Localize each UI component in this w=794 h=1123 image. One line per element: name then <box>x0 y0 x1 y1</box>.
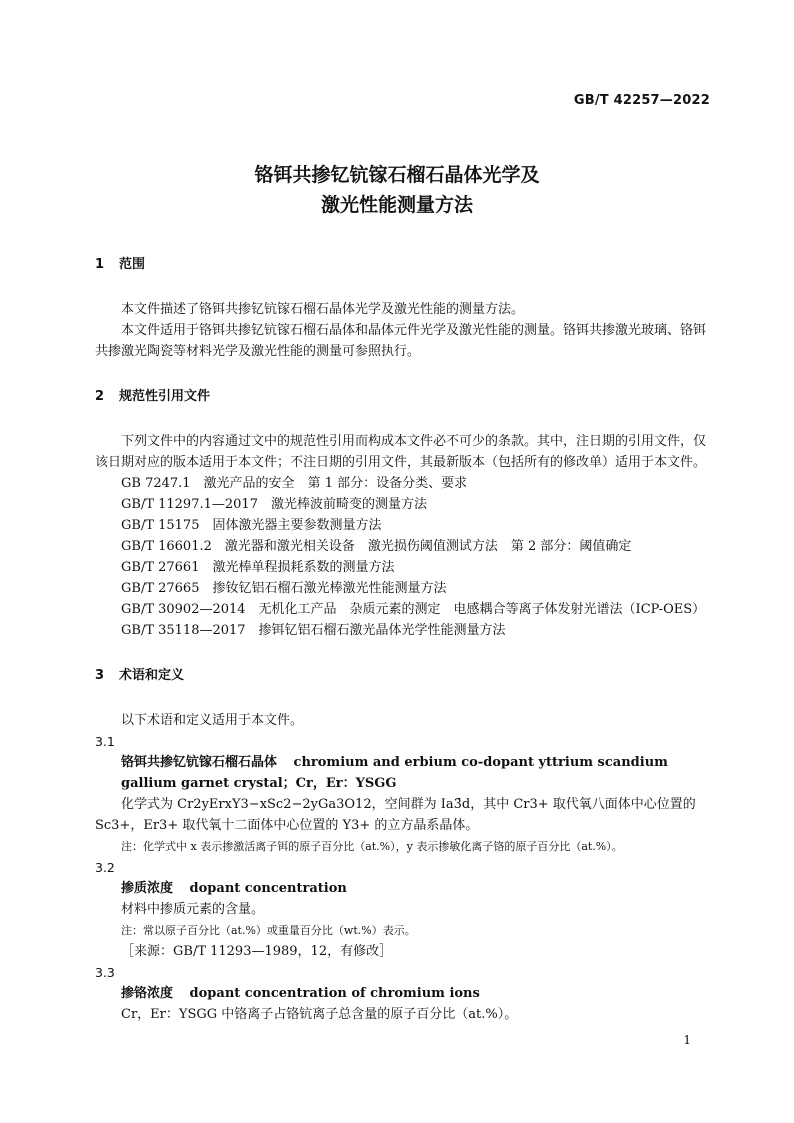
term-chinese: 掺质浓度 <box>121 881 174 896</box>
reference-item: GB 7247.1 激光产品的安全 第 1 部分：设备分类、要求 <box>121 476 468 491</box>
chemical-formula: Cr2yErxY3−xSc2−2yGa3O12 <box>177 797 372 812</box>
term-note: 注：常以原子百分比（at.%）或重量百分比（wt.%）表示。 <box>121 924 416 937</box>
term-english: dopant concentration of chromium ions <box>189 986 480 1001</box>
term-note: 注：化学式中 x 表示掺激活离子铒的原子百分比（at.%），y 表示掺敏化离子铬的原子百分比（at.%）。 <box>121 840 623 853</box>
term-definition-cont: Sc3+，Er3+ 取代氧十二面体中心位置的 Y3+ 的立方晶系晶体。 <box>95 818 479 833</box>
reference-item: GB/T 16601.2 激光器和激光相关设备 激光损伤阈值测试方法 第 2 部分：阈值确定 <box>121 539 632 554</box>
term-english: dopant concentration <box>189 881 347 896</box>
section-number: 2 <box>95 389 105 404</box>
reference-item: GB/T 30902—2014 无机化工产品 杂质元素的测定 电感耦合等离子体发射光谱法（ICP-OES） <box>121 602 706 617</box>
term-entry <box>95 878 710 899</box>
section-title: 规范性引用文件 <box>119 389 211 404</box>
reference-item: GB/T 15175 固体激光器主要参数测量方法 <box>121 518 382 533</box>
term-entry <box>95 752 710 794</box>
reference-item: GB/T 27661 激光棒单程损耗系数的测量方法 <box>121 560 395 575</box>
section-number: 1 <box>95 257 105 272</box>
paragraph: 下列文件中的内容通过文中的规范性引用而构成本文件必不可少的条款。其中，注日期的引用文件，仅该日期对应的版本适用于本文件；不注日期的引用文件，其最新版本（包括所有的修改单）适用于本文件。 <box>95 434 707 470</box>
title-line-1: 铬铒共掺钇钪镓石榴石晶体光学及 <box>254 164 540 186</box>
term-definition: 材料中掺质元素的含量。 <box>121 902 265 917</box>
term-number: 3.2 <box>95 860 115 875</box>
term-entry <box>95 983 710 1004</box>
section-3-heading <box>95 665 710 686</box>
term-source: ［来源：GB/T 11293—1989，12，有修改］ <box>121 944 393 959</box>
page-number: 1 <box>683 1033 691 1047</box>
document-body <box>95 254 710 1025</box>
reference-item: GB/T 11297.1—2017 激光棒波前畸变的测量方法 <box>121 497 427 512</box>
document-title <box>0 160 794 220</box>
term-number: 3.3 <box>95 965 115 980</box>
reference-item: GB/T 35118—2017 掺铒钇铝石榴石激光晶体光学性能测量方法 <box>121 623 506 638</box>
paragraph: 本文件适用于铬铒共掺钇钪镓石榴石晶体和晶体元件光学及激光性能的测量。铬铒共掺激光玻璃、铬铒共掺激光陶瓷等材料光学及激光性能的测量可参照执行。 <box>95 323 707 359</box>
paragraph: 本文件描述了铬铒共掺钇钪镓石榴石晶体光学及激光性能的测量方法。 <box>121 302 525 317</box>
title-line-2: 激光性能测量方法 <box>320 194 473 216</box>
definition-text: ，空间群为 Ia3̄d，其中 Cr3+ 取代氧八面体中心位置的 <box>371 797 696 812</box>
term-definition: Cr，Er：YSGG 中铬离子占铬钪离子总含量的原子百分比（at.%）。 <box>121 1007 518 1022</box>
standard-number: GB/T 42257—2022 <box>573 93 710 108</box>
section-number: 3 <box>95 668 105 683</box>
section-1-heading <box>95 254 710 275</box>
term-number: 3.1 <box>95 734 115 749</box>
definition-text: 化学式为 <box>121 797 178 812</box>
paragraph: 以下术语和定义适用于本文件。 <box>121 713 304 728</box>
reference-item: GB/T 27665 掺钕钇铝石榴石激光棒激光性能测量方法 <box>121 581 447 596</box>
section-title: 范围 <box>119 257 146 272</box>
term-english: chromium and erbium co-dopant yttrium scandium gallium garnet crystal；Cr，Er：YSGG <box>121 755 668 791</box>
term-chinese: 铬铒共掺钇钪镓石榴石晶体 <box>121 755 278 770</box>
section-title: 术语和定义 <box>119 668 185 683</box>
term-chinese: 掺铬浓度 <box>121 986 174 1001</box>
term-definition <box>95 794 710 815</box>
section-2-heading <box>95 386 710 407</box>
